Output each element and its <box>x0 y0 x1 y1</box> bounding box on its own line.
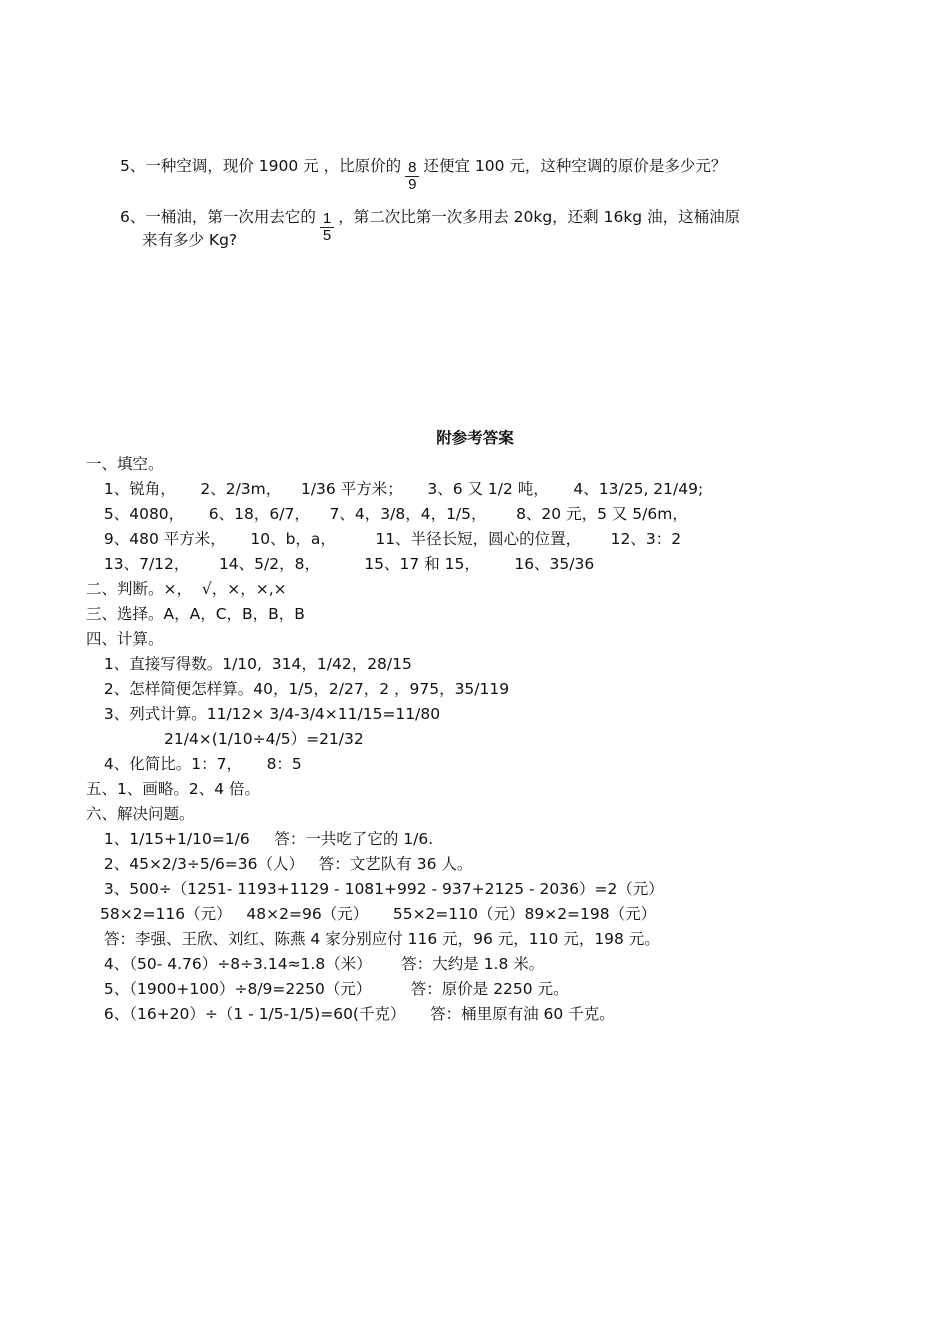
answer-line: 2、45×2/3÷5/6=36（人） 答：文艺队有 36 人。 <box>94 855 473 873</box>
answer-key-title: 附参考答案 <box>436 429 514 447</box>
fraction-denominator: 9 <box>408 176 417 193</box>
answer-line: 五、1、画略。2、4 倍。 <box>86 780 261 798</box>
answer-line: 4、化简比。1：7， 8：5 <box>94 755 302 773</box>
answer-line: 4、（50- 4.76）÷8÷3.14≈1.8（米） 答：大约是 1.8 米。 <box>94 955 545 973</box>
answer-line: 5、4080， 6、18，6/7， 7、4，3/8，4，1/5， 8、20 元，5 又 5/6m， <box>94 505 688 523</box>
answer-line: 2、怎样简便怎样算。40，1/5，2/27，2 ，975，35/119 <box>94 680 510 698</box>
problem-5 <box>120 150 727 193</box>
fraction-numerator: 8 <box>405 160 419 177</box>
answer-line: 3、500÷（1251- 1193+1129 - 1081+992 - 937+2125 - 2036）=2（元） <box>94 880 664 898</box>
problem-5-text-after: 还便宜 100 元，这种空调的原价是多少元？ <box>423 157 727 175</box>
answer-line: 58×2=116（元） 48×2=96（元） 55×2=110（元）89×2=198（元） <box>100 905 657 923</box>
problem-6-line-2: 来有多少 Kg? <box>142 231 238 249</box>
answer-line: 三、选择。A，A，C，B，B，B <box>86 605 305 623</box>
answer-line: 六、解决问题。 <box>86 805 195 823</box>
answer-line: 1、直接写得数。1/10, 314，1/42，28/15 <box>94 655 412 673</box>
answer-line: 二、判断。×， √，×，×,× <box>86 580 287 598</box>
answer-line: 5、（1900+100）÷8/9=2250（元） 答：原价是 2250 元。 <box>94 980 569 998</box>
answer-line: 3、列式计算。11/12× 3/4-3/4×11/15=11/80 <box>94 705 441 723</box>
answer-line: 答：李强、王欣、刘红、陈燕 4 家分别应付 116 元，96 元，110 元，198 元。 <box>104 930 660 948</box>
answer-line: 9、480 平方米， 10、b，a， 11、半径长短，圆心的位置， 12、3：2 <box>94 530 682 548</box>
answer-line: 13、7/12， 14、5/2，8， 15、17 和 15， 16、35/36 <box>94 555 595 573</box>
fraction-denominator: 5 <box>322 227 332 244</box>
answer-line: 6、（16+20）÷（1 - 1/5-1/5)=60(千克） 答：桶里原有油 60 千克。 <box>94 1005 615 1023</box>
fraction-8-9 <box>405 160 419 193</box>
answer-line: 1、1/15+1/10=1/6 答：一共吃了它的 1/6. <box>94 830 434 848</box>
answer-line: 21/4×(1/10÷4/5）=21/32 <box>164 730 364 748</box>
answer-line: 1、锐角， 2、2/3m， 1/36 平方米； 3、6 又 1/2 吨， 4、13/25, 21/49; <box>94 480 704 498</box>
problem-6-text-after: ，第二次比第一次多用去 20kg，还剩 16kg 油，这桶油原 <box>338 208 741 226</box>
problem-6-text-before: 6、一桶油，第一次用去它的 <box>120 208 316 226</box>
answer-line: 四、计算。 <box>86 630 164 648</box>
fraction-1-5 <box>320 211 334 244</box>
answer-line: 一、填空。 <box>86 455 164 473</box>
problem-5-text-before: 5、一种空调，现价 1900 元 ，比原价的 <box>120 157 402 175</box>
fraction-numerator: 1 <box>320 211 334 228</box>
